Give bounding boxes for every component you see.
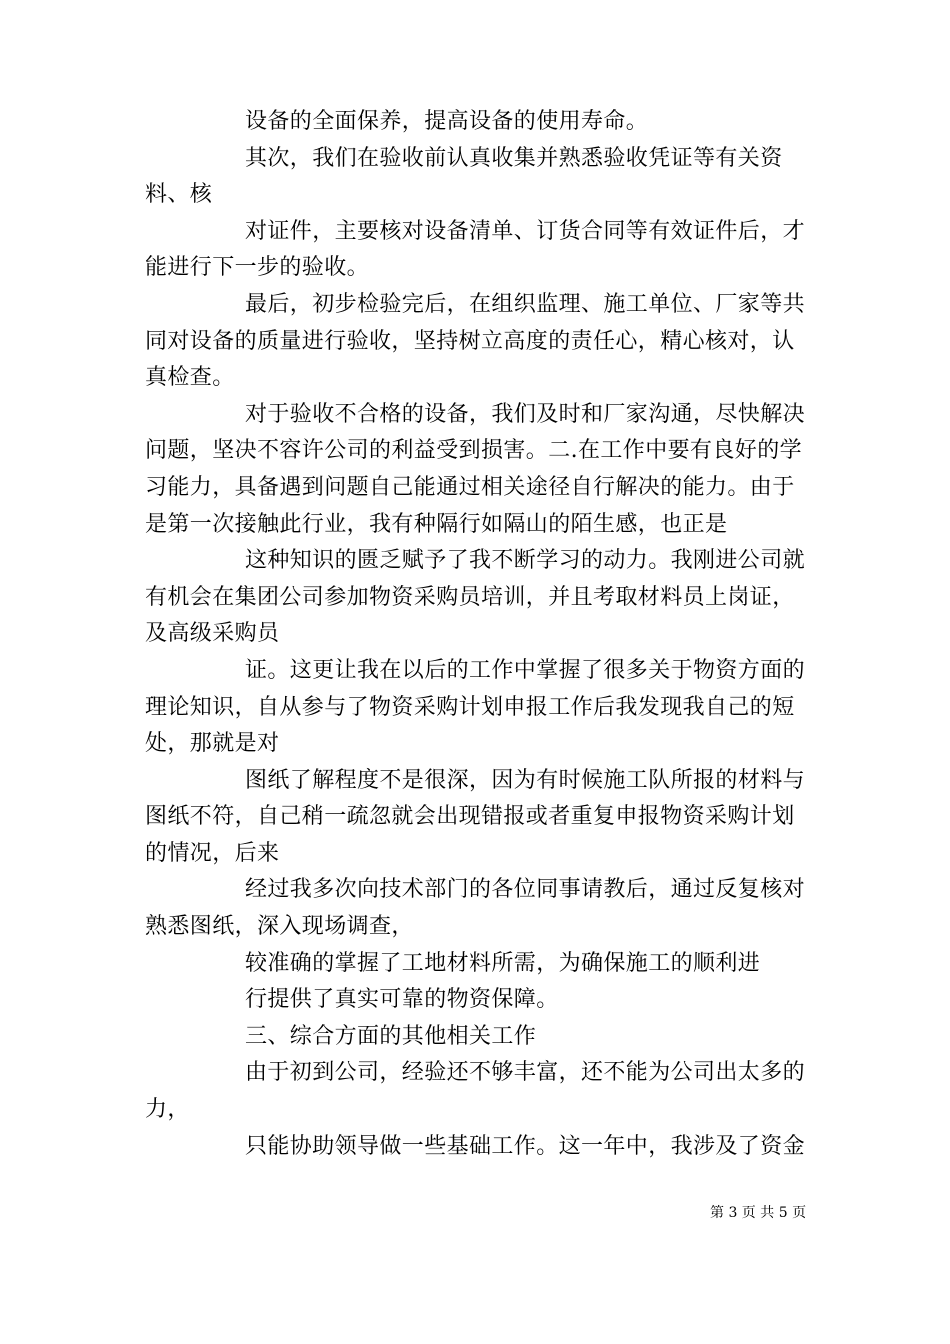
paragraph-1: 设备的全面保养，提高设备的使用寿命。	[245, 109, 649, 134]
document-body	[145, 104, 815, 1165]
paragraph-7: 证。这更让我在以后的工作中掌握了很多关于物资方面的理论知识，自从参与了物资采购计划申报工作后我发现我自己的短处，那就是对	[145, 657, 806, 757]
paragraph-9: 经过我多次向技术部门的各位同事请教后，通过反复核对熟悉图纸，深入现场调查，	[145, 877, 806, 940]
paragraph-11: 行提供了真实可靠的物资保障。	[245, 987, 559, 1013]
paragraph-5: 对于验收不合格的设备，我们及时和厂家沟通，尽快解决问题，坚决不容许公司的利益受到损害。二.在工作中要有良好的学习能力，具备遇到问题自己能通过相关途径自行解决的能力。由于是第一次接触此行业，我有种隔行如隔山的陌生感，也正是	[145, 401, 806, 537]
paragraph-12: 由于初到公司，经验还不够丰富，还不能为公司出太多的力，	[145, 1060, 806, 1123]
section-heading: 三、综合方面的其他相关工作	[245, 1023, 537, 1049]
paragraph-4: 最后，初步检验完后，在组织监理、施工单位、厂家等共同对设备的质量进行验收，坚持树立高度的责任心，精心核对，认真检查。	[145, 291, 806, 391]
paragraph-3: 对证件，主要核对设备清单、订货合同等有效证件后，才能进行下一步的验收。	[145, 218, 806, 281]
paragraph-13: 只能协助领导做一些基础工作。这一年中，我涉及了资金	[245, 1133, 806, 1159]
paragraph-6: 这种知识的匮乏赋予了我不断学习的动力。我刚进公司就有机会在集团公司参加物资采购员培训，并且考取材料员上岗证，及高级采购员	[145, 548, 806, 647]
page-footer: 第 3 页 共 5 页	[710, 1205, 807, 1221]
paragraph-10: 较准确的掌握了工地材料所需，为确保施工的顺利进	[245, 950, 761, 976]
paragraph-2: 其次，我们在验收前认真收集并熟悉验收凭证等有关资料、核	[145, 145, 783, 208]
paragraph-8: 图纸了解程度不是很深，因为有时候施工队所报的材料与图纸不符，自己稍一疏忽就会出现错报或者重复申报物资采购计划的情况，后来	[145, 767, 806, 866]
